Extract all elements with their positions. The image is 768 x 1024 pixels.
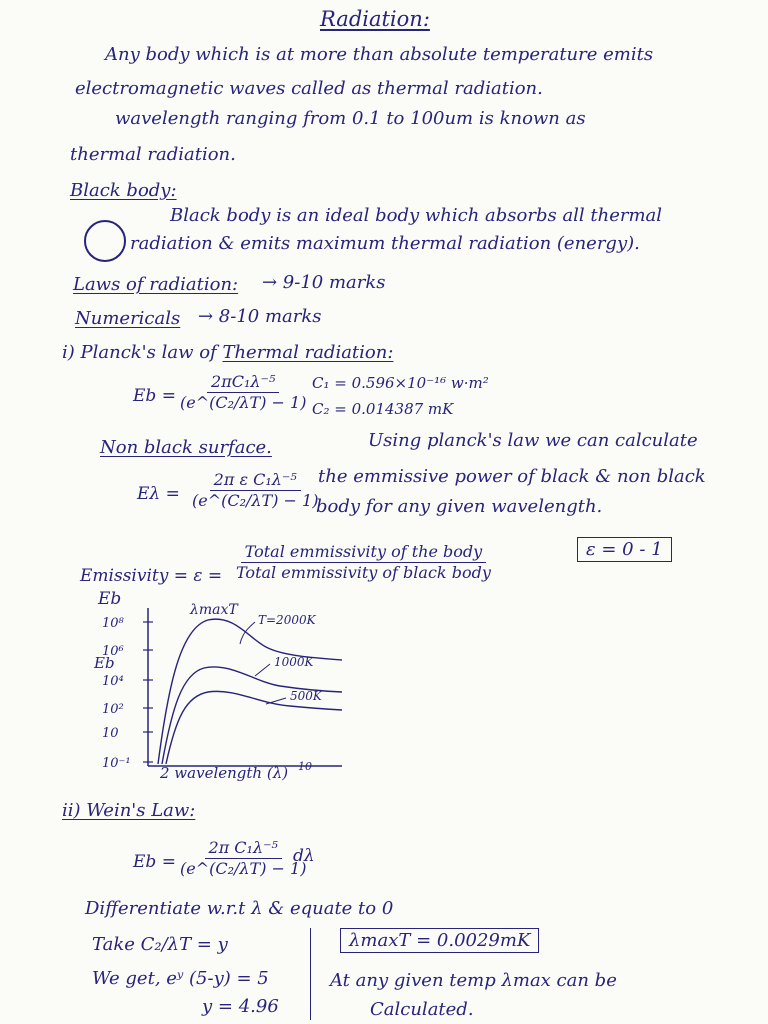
intro-line-4: thermal radiation. (70, 144, 236, 165)
wien-numerator: 2π C₁λ⁻⁵ (205, 838, 282, 859)
nonblack-lhs: Eλ = (137, 484, 180, 504)
planck-heading-underlined: Thermal radiation: (222, 342, 394, 363)
wien-divider (310, 928, 311, 1020)
graph-y-tick-label: 10⁻¹ (102, 756, 131, 771)
wien-fraction (176, 838, 310, 879)
graph-y-title: Eb (98, 589, 122, 609)
emissivity-numerator: Total emmissivity of the body (241, 542, 487, 563)
emissivity-denominator: Total emmissivity of black body (236, 563, 491, 582)
blackbody-line-2: radiation & emits maximum thermal radiation (energy). (130, 233, 640, 254)
numericals-marks: → 8-10 marks (198, 306, 322, 327)
wien-remark-2: Calculated. (370, 999, 474, 1020)
blackbody-heading: Black body: (70, 180, 177, 201)
laws-label: Laws of radiation: (73, 274, 239, 295)
graph-label-2000k: T=2000K (258, 613, 316, 627)
wien-remark-1: At any given temp λmax can be (330, 970, 617, 991)
planck-denominator: (e^(C₂/λT) − 1) (180, 393, 307, 412)
blackbody-circle-icon (84, 220, 126, 262)
graph-y-tick-label: 10⁸ (102, 616, 124, 631)
graph-label-1000k: 1000K (274, 655, 314, 669)
emissivity-lhs: Emissivity = ε = (80, 566, 223, 586)
numericals-label: Numericals (75, 308, 181, 329)
graph-peak-label: λmaxT (190, 602, 238, 618)
nonblack-denominator: (e^(C₂/λT) − 1) (192, 491, 319, 510)
nonblack-text-3: body for any given wavelength. (316, 496, 603, 517)
graph-label-500k: 500K (290, 689, 322, 703)
wien-step-2: Take C₂/λT = y (92, 934, 228, 955)
nonblack-text-2: the emmissive power of black & non black (318, 466, 706, 487)
graph-y-tick-label: 10⁶ (102, 644, 124, 659)
wien-step-4: y = 4.96 (202, 996, 279, 1017)
intro-line-2: electromagnetic waves called as thermal radiation. (75, 78, 543, 99)
graph-y-ticks (102, 616, 153, 771)
nonblack-fraction (188, 470, 322, 511)
nonblack-text-1: Using planck's law we can calculate (368, 430, 698, 451)
emissivity-range-box: ε = 0 - 1 (577, 537, 672, 562)
graph-y-subtitle: Eb (94, 654, 115, 672)
planck-eb-lhs: Eb = (133, 386, 176, 406)
graph-x-label: 2 wavelength (λ) (160, 764, 289, 782)
planck-heading (62, 342, 393, 364)
nonblack-heading: Non black surface. (100, 437, 272, 458)
intro-line-1: Any body which is at more than absolute temperature emits (105, 44, 654, 65)
page-title: Radiation: (320, 7, 430, 31)
planck-numerator: 2πC₁λ⁻⁵ (207, 372, 279, 393)
planck-c1: C₁ = 0.596×10⁻¹⁶ w·m² (312, 374, 489, 392)
planck-heading-prefix: i) Planck's law of (62, 342, 217, 363)
wien-denominator: (e^(C₂/λT) − 1) (180, 859, 307, 878)
planck-c2: C₂ = 0.014387 mK (312, 400, 454, 418)
wien-step-3: We get, eʸ (5-y) = 5 (92, 968, 269, 989)
wien-result-box: λmaxT = 0.0029mK (340, 928, 539, 953)
wien-tail: dλ (293, 846, 315, 866)
emissivity-fraction (232, 542, 495, 583)
graph-x-tick-end: 10 (298, 760, 312, 773)
blackbody-radiation-graph (80, 588, 380, 788)
wien-lhs: Eb = (133, 852, 176, 872)
graph-leader-1000k (255, 664, 270, 676)
graph-leader-500k (266, 698, 286, 704)
graph-y-tick-label: 10² (102, 702, 124, 717)
nonblack-numerator: 2π ε C₁λ⁻⁵ (210, 470, 301, 491)
wien-step-1: Differentiate w.r.t λ & equate to 0 (85, 898, 394, 919)
blackbody-line-1: Black body is an ideal body which absorbs all thermal (170, 205, 663, 226)
curve-1000k (162, 667, 342, 764)
laws-marks: → 9-10 marks (262, 272, 386, 293)
planck-fraction (176, 372, 310, 413)
intro-line-3: wavelength ranging from 0.1 to 100um is known as (115, 108, 586, 129)
wien-heading: ii) Wein's Law: (62, 800, 196, 821)
graph-y-tick-label: 10 (102, 726, 119, 741)
graph-y-tick-label: 10⁴ (102, 674, 124, 689)
